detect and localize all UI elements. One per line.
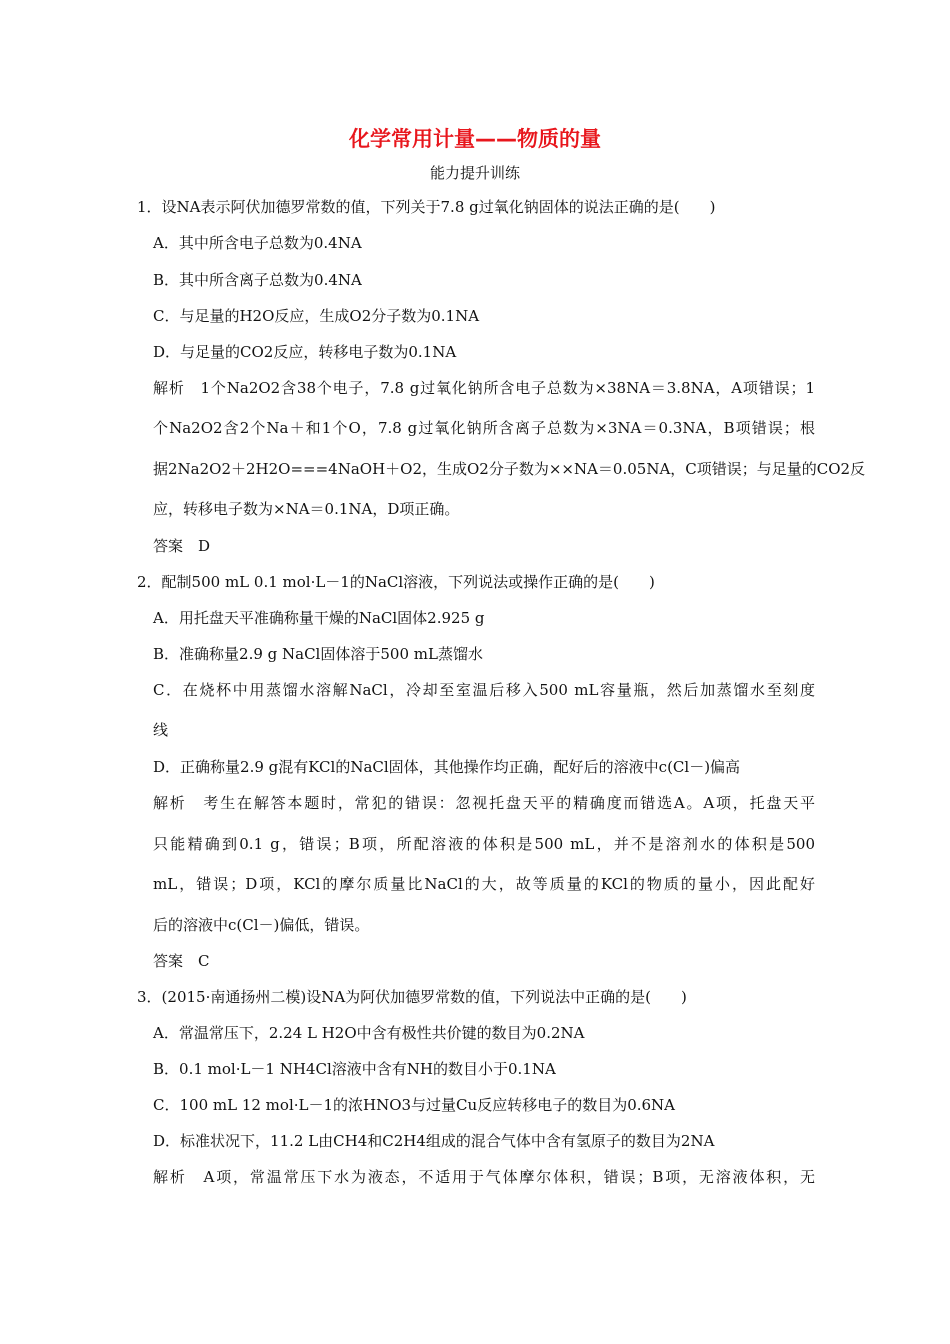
question-1-option-a: A．其中所含电子总数为0.4NA <box>153 234 362 252</box>
question-1-answer: 答案 D <box>153 537 211 555</box>
question-3-option-c: C．100 mL 12 mol·L－1的浓HNO3与过量Cu反应转移电子的数目为0.6NA <box>153 1096 676 1114</box>
document-title: 化学常用计量——物质的量 <box>349 127 601 151</box>
question-3-stem: 3．(2015·南通扬州二模)设NA为阿伏加德罗常数的值，下列说法中正确的是( ) <box>137 988 687 1006</box>
question-2-option-c-cont: 线 <box>153 721 169 739</box>
question-1-analysis-line: 应，转移电子数为×NA＝0.1NA，D项正确。 <box>153 500 460 518</box>
question-1-analysis-line: 解析 1个Na2O2含38个电子，7.8 g过氧化钠所含电子总数为×38NA＝3.8NA，A项错误；1 <box>153 379 815 397</box>
question-3-option-a: A．常温常压下，2.24 L H2O中含有极性共价键的数目为0.2NA <box>153 1024 585 1042</box>
question-2-answer: 答案 C <box>153 952 210 970</box>
question-3-option-b: B．0.1 mol·L－1 NH4Cl溶液中含有NH的数目小于0.1NA <box>153 1060 556 1078</box>
document-subtitle: 能力提升训练 <box>429 164 520 182</box>
question-2-option-b: B．准确称量2.9 g NaCl固体溶于500 mL蒸馏水 <box>153 645 483 663</box>
question-1-option-d: D．与足量的CO2反应，转移电子数为0.1NA <box>153 343 457 361</box>
question-2-analysis-line: 后的溶液中c(Cl－)偏低，错误。 <box>153 916 370 934</box>
question-2-analysis-line: mL，错误；D项，KCl的摩尔质量比NaCl的大，故等质量的KCl的物质的量小，因此配好 <box>153 875 815 893</box>
question-2-option-c: C．在烧杯中用蒸馏水溶解NaCl，冷却至室温后移入500 mL容量瓶，然后加蒸馏水至刻度 <box>153 681 815 699</box>
question-2-option-d: D．正确称量2.9 g混有KCl的NaCl固体，其他操作均正确，配好后的溶液中c(Cl－)偏高 <box>153 758 741 776</box>
question-2-analysis-line: 解析 考生在解答本题时，常犯的错误：忽视托盘天平的精确度而错选A。A项，托盘天平 <box>153 794 815 812</box>
question-1-option-c: C．与足量的H2O反应，生成O2分子数为0.1NA <box>153 307 480 325</box>
question-3-analysis-line: 解析 A项，常温常压下水为液态，不适用于气体摩尔体积，错误；B项，无溶液体积，无 <box>153 1168 815 1186</box>
question-1-stem: 1．设NA表示阿伏加德罗常数的值，下列关于7.8 g过氧化钠固体的说法正确的是( ) <box>137 198 716 216</box>
question-2-option-a: A．用托盘天平准确称量干燥的NaCl固体2.925 g <box>153 609 485 627</box>
question-2-stem: 2．配制500 mL 0.1 mol·L－1的NaCl溶液，下列说法或操作正确的是( ) <box>137 573 655 591</box>
question-1-analysis-line: 个Na2O2含2个Na＋和1个O，7.8 g过氧化钠所含离子总数为×3NA＝0.3NA，B项错误；根 <box>153 419 815 437</box>
question-2-analysis-line: 只能精确到0.1 g，错误；B项，所配溶液的体积是500 mL，并不是溶剂水的体积是500 <box>153 835 815 853</box>
question-3-option-d: D．标准状况下，11.2 L由CH4和C2H4组成的混合气体中含有氢原子的数目为2NA <box>153 1132 715 1150</box>
question-1-option-b: B．其中所含离子总数为0.4NA <box>153 271 362 289</box>
question-1-analysis-line: 据2Na2O2＋2H2O===4NaOH＋O2，生成O2分子数为××NA＝0.05NA，C项错误；与足量的CO2反 <box>153 460 866 478</box>
